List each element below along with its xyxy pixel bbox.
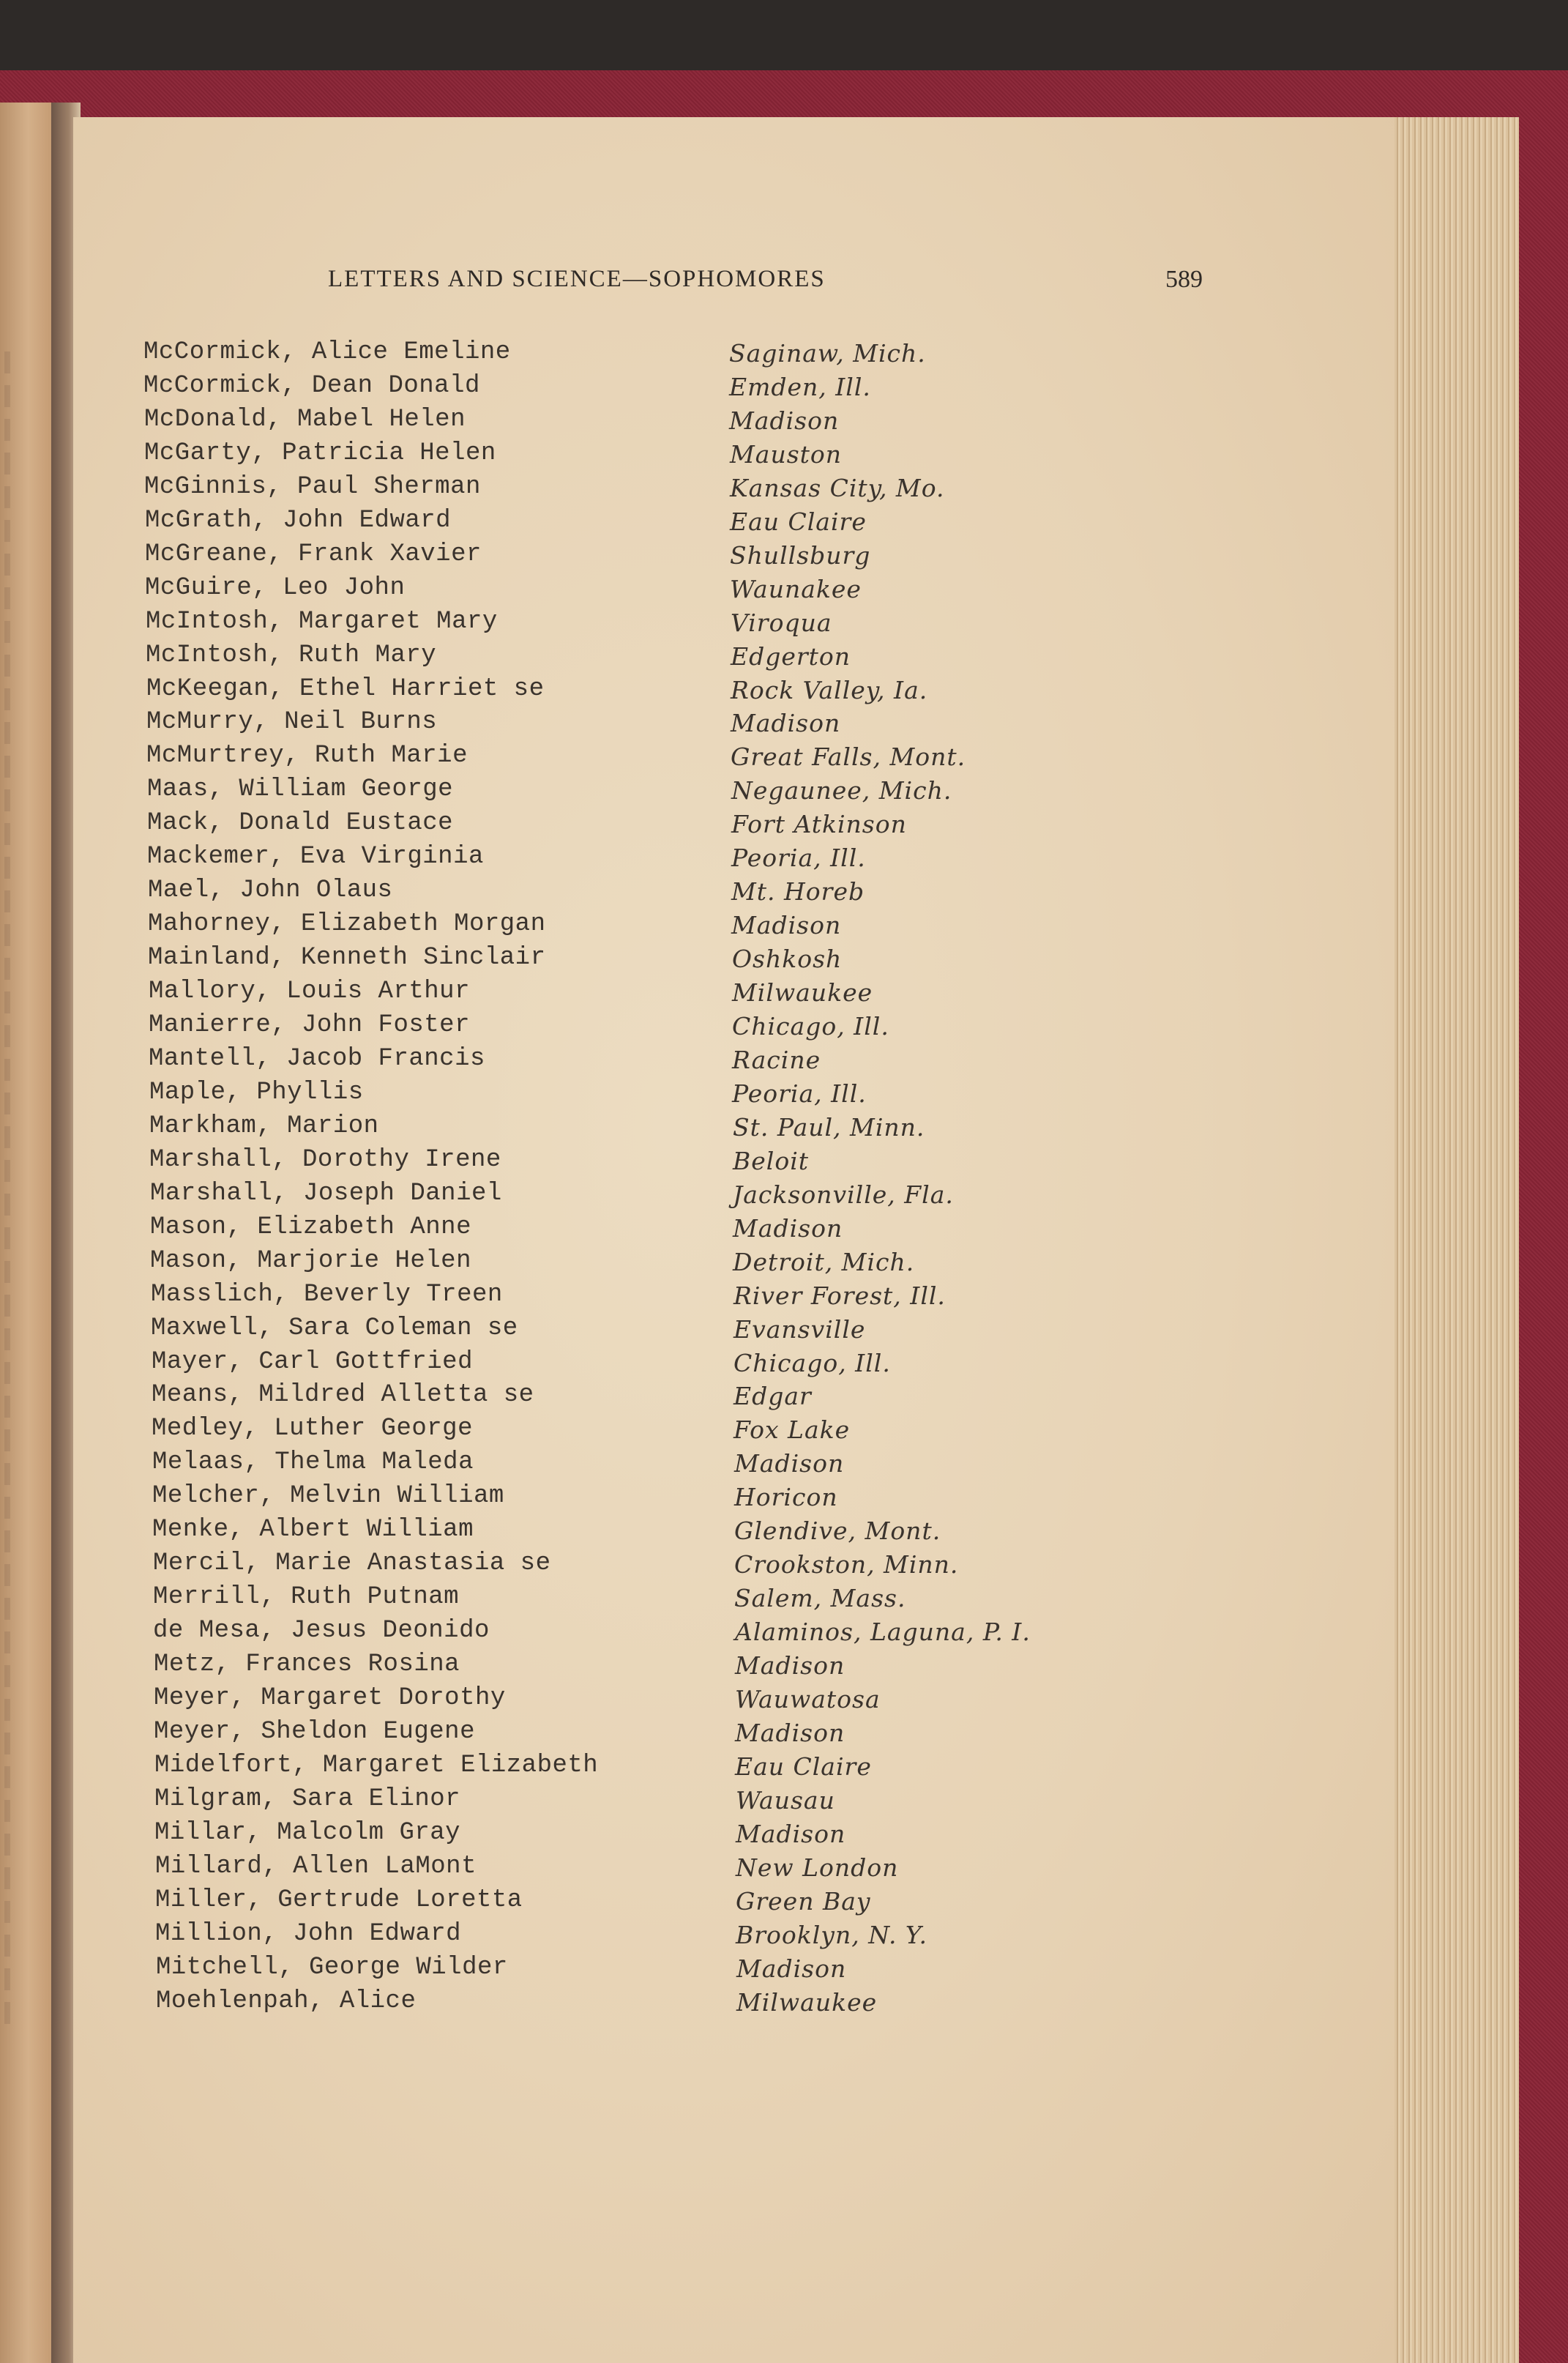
student-name: McGuire, Leo John bbox=[145, 574, 406, 602]
student-hometown: Horicon bbox=[734, 1483, 838, 1511]
bleed-through-mark bbox=[4, 1396, 51, 1418]
student-name: McIntosh, Ruth Mary bbox=[146, 641, 437, 669]
student-name: Mitchell, George Wilder bbox=[156, 1954, 508, 1981]
bleed-through-mark bbox=[4, 1564, 51, 1586]
student-hometown: Madison bbox=[735, 1651, 845, 1680]
bleed-through-mark bbox=[4, 958, 51, 980]
student-hometown: Detroit, Mich. bbox=[733, 1248, 915, 1276]
student-name: McGinnis, Paul Sherman bbox=[144, 473, 481, 501]
student-name: Millard, Allen LaMont bbox=[155, 1853, 477, 1880]
bleed-through-mark bbox=[4, 991, 51, 1013]
bleed-through-mark bbox=[4, 1530, 51, 1552]
student-name: Melcher, Melvin William bbox=[152, 1482, 504, 1510]
student-hometown: Eau Claire bbox=[735, 1752, 872, 1781]
student-hometown: Mauston bbox=[730, 440, 843, 469]
student-name: Mercil, Marie Anastasia se bbox=[153, 1549, 551, 1577]
bleed-through-mark bbox=[4, 924, 51, 946]
bleed-through-mark bbox=[4, 351, 51, 373]
bleed-through-mark bbox=[4, 1699, 51, 1721]
student-hometown: Shullsburg bbox=[730, 541, 871, 570]
student-name: Mayer, Carl Gottfried bbox=[152, 1348, 473, 1376]
student-hometown: Evansville bbox=[733, 1315, 866, 1344]
student-name: Mack, Donald Eustace bbox=[147, 809, 454, 837]
student-hometown: Madison bbox=[736, 1820, 846, 1848]
student-name: Masslich, Beverly Treen bbox=[151, 1281, 503, 1309]
student-name: Meyer, Margaret Dorothy bbox=[154, 1684, 506, 1712]
student-hometown: Madison bbox=[734, 1449, 845, 1478]
student-hometown: Salem, Mass. bbox=[734, 1584, 906, 1612]
student-name: McMurry, Neil Burns bbox=[146, 708, 438, 736]
student-name: McKeegan, Ethel Harriet se bbox=[146, 675, 545, 703]
student-hometown: Alaminos, Laguna, P. I. bbox=[735, 1618, 1031, 1646]
student-hometown: Great Falls, Mont. bbox=[731, 743, 966, 771]
bleed-through-mark bbox=[4, 1834, 51, 1856]
bleed-through-mark bbox=[4, 453, 51, 475]
bleed-through-mark bbox=[4, 1665, 51, 1687]
student-name: Moehlenpah, Alice bbox=[156, 1987, 417, 2015]
bleed-through-mark bbox=[4, 385, 51, 407]
student-hometown: New London bbox=[736, 1853, 899, 1882]
student-name: Millar, Malcolm Gray bbox=[154, 1819, 461, 1847]
bleed-through-mark bbox=[4, 1463, 51, 1485]
student-name: Miller, Gertrude Loretta bbox=[155, 1886, 523, 1914]
student-name: Marshall, Joseph Daniel bbox=[150, 1180, 502, 1207]
student-name: Mason, Elizabeth Anne bbox=[150, 1213, 471, 1241]
student-hometown: Chicago, Ill. bbox=[732, 1012, 889, 1041]
bleed-through-mark bbox=[4, 1867, 51, 1889]
student-name: Maxwell, Sara Coleman se bbox=[151, 1314, 518, 1342]
student-hometown: Eau Claire bbox=[730, 507, 867, 536]
student-hometown: Negaunee, Mich. bbox=[731, 776, 952, 805]
bleed-through-mark bbox=[4, 789, 51, 811]
student-name: Mantell, Jacob Francis bbox=[149, 1045, 485, 1073]
student-name: Mainland, Kenneth Sinclair bbox=[148, 944, 546, 972]
student-hometown: Peoria, Ill. bbox=[731, 844, 866, 872]
student-name: McMurtrey, Ruth Marie bbox=[146, 742, 468, 770]
student-hometown: Madison bbox=[733, 1214, 843, 1243]
student-hometown: Wauwatosa bbox=[735, 1685, 881, 1713]
bleed-through-mark bbox=[4, 1160, 51, 1182]
bleed-through-mark bbox=[4, 486, 51, 508]
bleed-through-mark bbox=[4, 587, 51, 609]
student-name: Metz, Frances Rosina bbox=[154, 1651, 460, 1678]
bleed-through-mark bbox=[4, 688, 51, 710]
bleed-through-mark bbox=[4, 1261, 51, 1283]
student-hometown: Madison bbox=[735, 1719, 845, 1747]
student-name: Means, Mildred Alletta se bbox=[152, 1381, 534, 1409]
bleed-through-mark bbox=[4, 1631, 51, 1653]
bleed-through-mark bbox=[4, 2002, 51, 2024]
bleed-through-mark bbox=[4, 1901, 51, 1923]
student-hometown: Emden, Ill. bbox=[729, 373, 871, 401]
student-name: McGrath, John Edward bbox=[145, 507, 452, 535]
student-name: Maple, Phyllis bbox=[149, 1079, 364, 1106]
bleed-through-mark bbox=[4, 1328, 51, 1350]
bleed-through-mark bbox=[4, 857, 51, 879]
student-hometown: Waunakee bbox=[730, 575, 862, 603]
student-hometown: Milwaukee bbox=[736, 1988, 878, 2017]
student-hometown: Milwaukee bbox=[732, 978, 873, 1007]
student-hometown: Racine bbox=[732, 1046, 821, 1074]
student-hometown: River Forest, Ill. bbox=[733, 1281, 946, 1310]
student-hometown: Mt. Horeb bbox=[731, 877, 865, 906]
student-name: McIntosh, Margaret Mary bbox=[146, 608, 498, 636]
student-hometown: Wausau bbox=[736, 1786, 835, 1815]
bleed-through-mark bbox=[4, 621, 51, 643]
student-name: Mahorney, Elizabeth Morgan bbox=[148, 910, 546, 938]
student-hometown: Jacksonville, Fla. bbox=[733, 1180, 954, 1209]
page-number: 589 bbox=[1165, 266, 1203, 293]
student-name: McGarty, Patricia Helen bbox=[144, 439, 496, 467]
bleed-through-mark bbox=[4, 823, 51, 845]
student-hometown: Madison bbox=[731, 709, 841, 737]
previous-page-edge bbox=[0, 103, 51, 2363]
bleed-through-mark bbox=[4, 1093, 51, 1114]
bleed-through-mark bbox=[4, 1194, 51, 1216]
student-name: Marshall, Dorothy Irene bbox=[149, 1146, 501, 1174]
student-name: Midelfort, Margaret Elizabeth bbox=[154, 1752, 599, 1779]
student-hometown: Glendive, Mont. bbox=[734, 1517, 941, 1545]
student-name: Menke, Albert William bbox=[152, 1516, 474, 1544]
student-name: Markham, Marion bbox=[149, 1112, 379, 1140]
bleed-through-mark bbox=[4, 756, 51, 778]
student-hometown: Peoria, Ill. bbox=[732, 1079, 867, 1108]
bleed-through-mark bbox=[4, 1598, 51, 1620]
student-name: McCormick, Alice Emeline bbox=[143, 338, 511, 366]
student-hometown: St. Paul, Minn. bbox=[733, 1113, 925, 1142]
bleed-through-mark bbox=[4, 1126, 51, 1148]
student-hometown: Madison bbox=[736, 1954, 847, 1983]
bleed-through-mark bbox=[4, 1733, 51, 1754]
student-hometown: Crookston, Minn. bbox=[734, 1550, 959, 1579]
student-hometown: Madison bbox=[731, 911, 842, 939]
bleed-through-mark bbox=[4, 1429, 51, 1451]
student-name: Mael, John Olaus bbox=[148, 877, 393, 904]
student-hometown: Green Bay bbox=[736, 1887, 871, 1916]
student-name: McCormick, Dean Donald bbox=[143, 372, 480, 400]
student-hometown: Edgerton bbox=[731, 642, 851, 671]
bleed-through-mark bbox=[4, 1497, 51, 1519]
student-name: Merrill, Ruth Putnam bbox=[153, 1583, 460, 1611]
bleed-through-mark bbox=[4, 1968, 51, 1990]
student-name: de Mesa, Jesus Deonido bbox=[153, 1617, 490, 1645]
student-hometown: Rock Valley, Ia. bbox=[731, 676, 928, 704]
student-hometown: Saginaw, Mich. bbox=[729, 339, 926, 368]
bleed-through-mark bbox=[4, 890, 51, 912]
student-name: Milgram, Sara Elinor bbox=[154, 1785, 461, 1813]
bleed-through-mark bbox=[4, 419, 51, 441]
student-name: McGreane, Frank Xavier bbox=[145, 540, 482, 568]
student-hometown: Brooklyn, N. Y. bbox=[736, 1921, 927, 1949]
student-name: Manierre, John Foster bbox=[149, 1011, 470, 1039]
student-hometown: Chicago, Ill. bbox=[733, 1349, 891, 1377]
bleed-through-mark bbox=[4, 1800, 51, 1822]
bleed-through-mark bbox=[4, 1935, 51, 1957]
student-hometown: Fort Atkinson bbox=[731, 810, 907, 838]
bleed-through-mark bbox=[4, 1362, 51, 1384]
bleed-through-mark bbox=[4, 1295, 51, 1317]
bleed-through-mark bbox=[4, 1025, 51, 1047]
student-name: Mallory, Louis Arthur bbox=[149, 978, 470, 1005]
student-hometown: Kansas City, Mo. bbox=[730, 474, 945, 502]
student-name: Maas, William George bbox=[147, 775, 454, 803]
student-hometown: Edgar bbox=[733, 1382, 812, 1410]
running-head: LETTERS AND SCIENCE—SOPHOMORES bbox=[328, 266, 826, 292]
student-hometown: Fox Lake bbox=[733, 1415, 851, 1444]
bleed-through-mark bbox=[4, 722, 51, 744]
student-name: Million, John Edward bbox=[155, 1920, 462, 1948]
bleed-through-mark bbox=[4, 1227, 51, 1249]
student-hometown: Viroqua bbox=[731, 609, 832, 637]
page-block-edges bbox=[1395, 117, 1519, 2363]
bleed-through-mark bbox=[4, 655, 51, 677]
student-hometown: Madison bbox=[729, 406, 840, 435]
student-name: Mason, Marjorie Helen bbox=[150, 1247, 471, 1275]
bleed-through-mark bbox=[4, 1766, 51, 1788]
bleed-through-mark bbox=[4, 554, 51, 576]
student-hometown: Beloit bbox=[733, 1147, 810, 1175]
student-hometown: Oshkosh bbox=[732, 945, 843, 973]
student-name: Meyer, Sheldon Eugene bbox=[154, 1718, 475, 1746]
bleed-through-mark bbox=[4, 520, 51, 542]
student-name: Medley, Luther George bbox=[152, 1415, 473, 1443]
bleed-through-mark bbox=[4, 1059, 51, 1081]
student-name: Mackemer, Eva Virginia bbox=[147, 843, 484, 871]
student-name: McDonald, Mabel Helen bbox=[144, 406, 466, 433]
student-name: Melaas, Thelma Maleda bbox=[152, 1448, 474, 1476]
